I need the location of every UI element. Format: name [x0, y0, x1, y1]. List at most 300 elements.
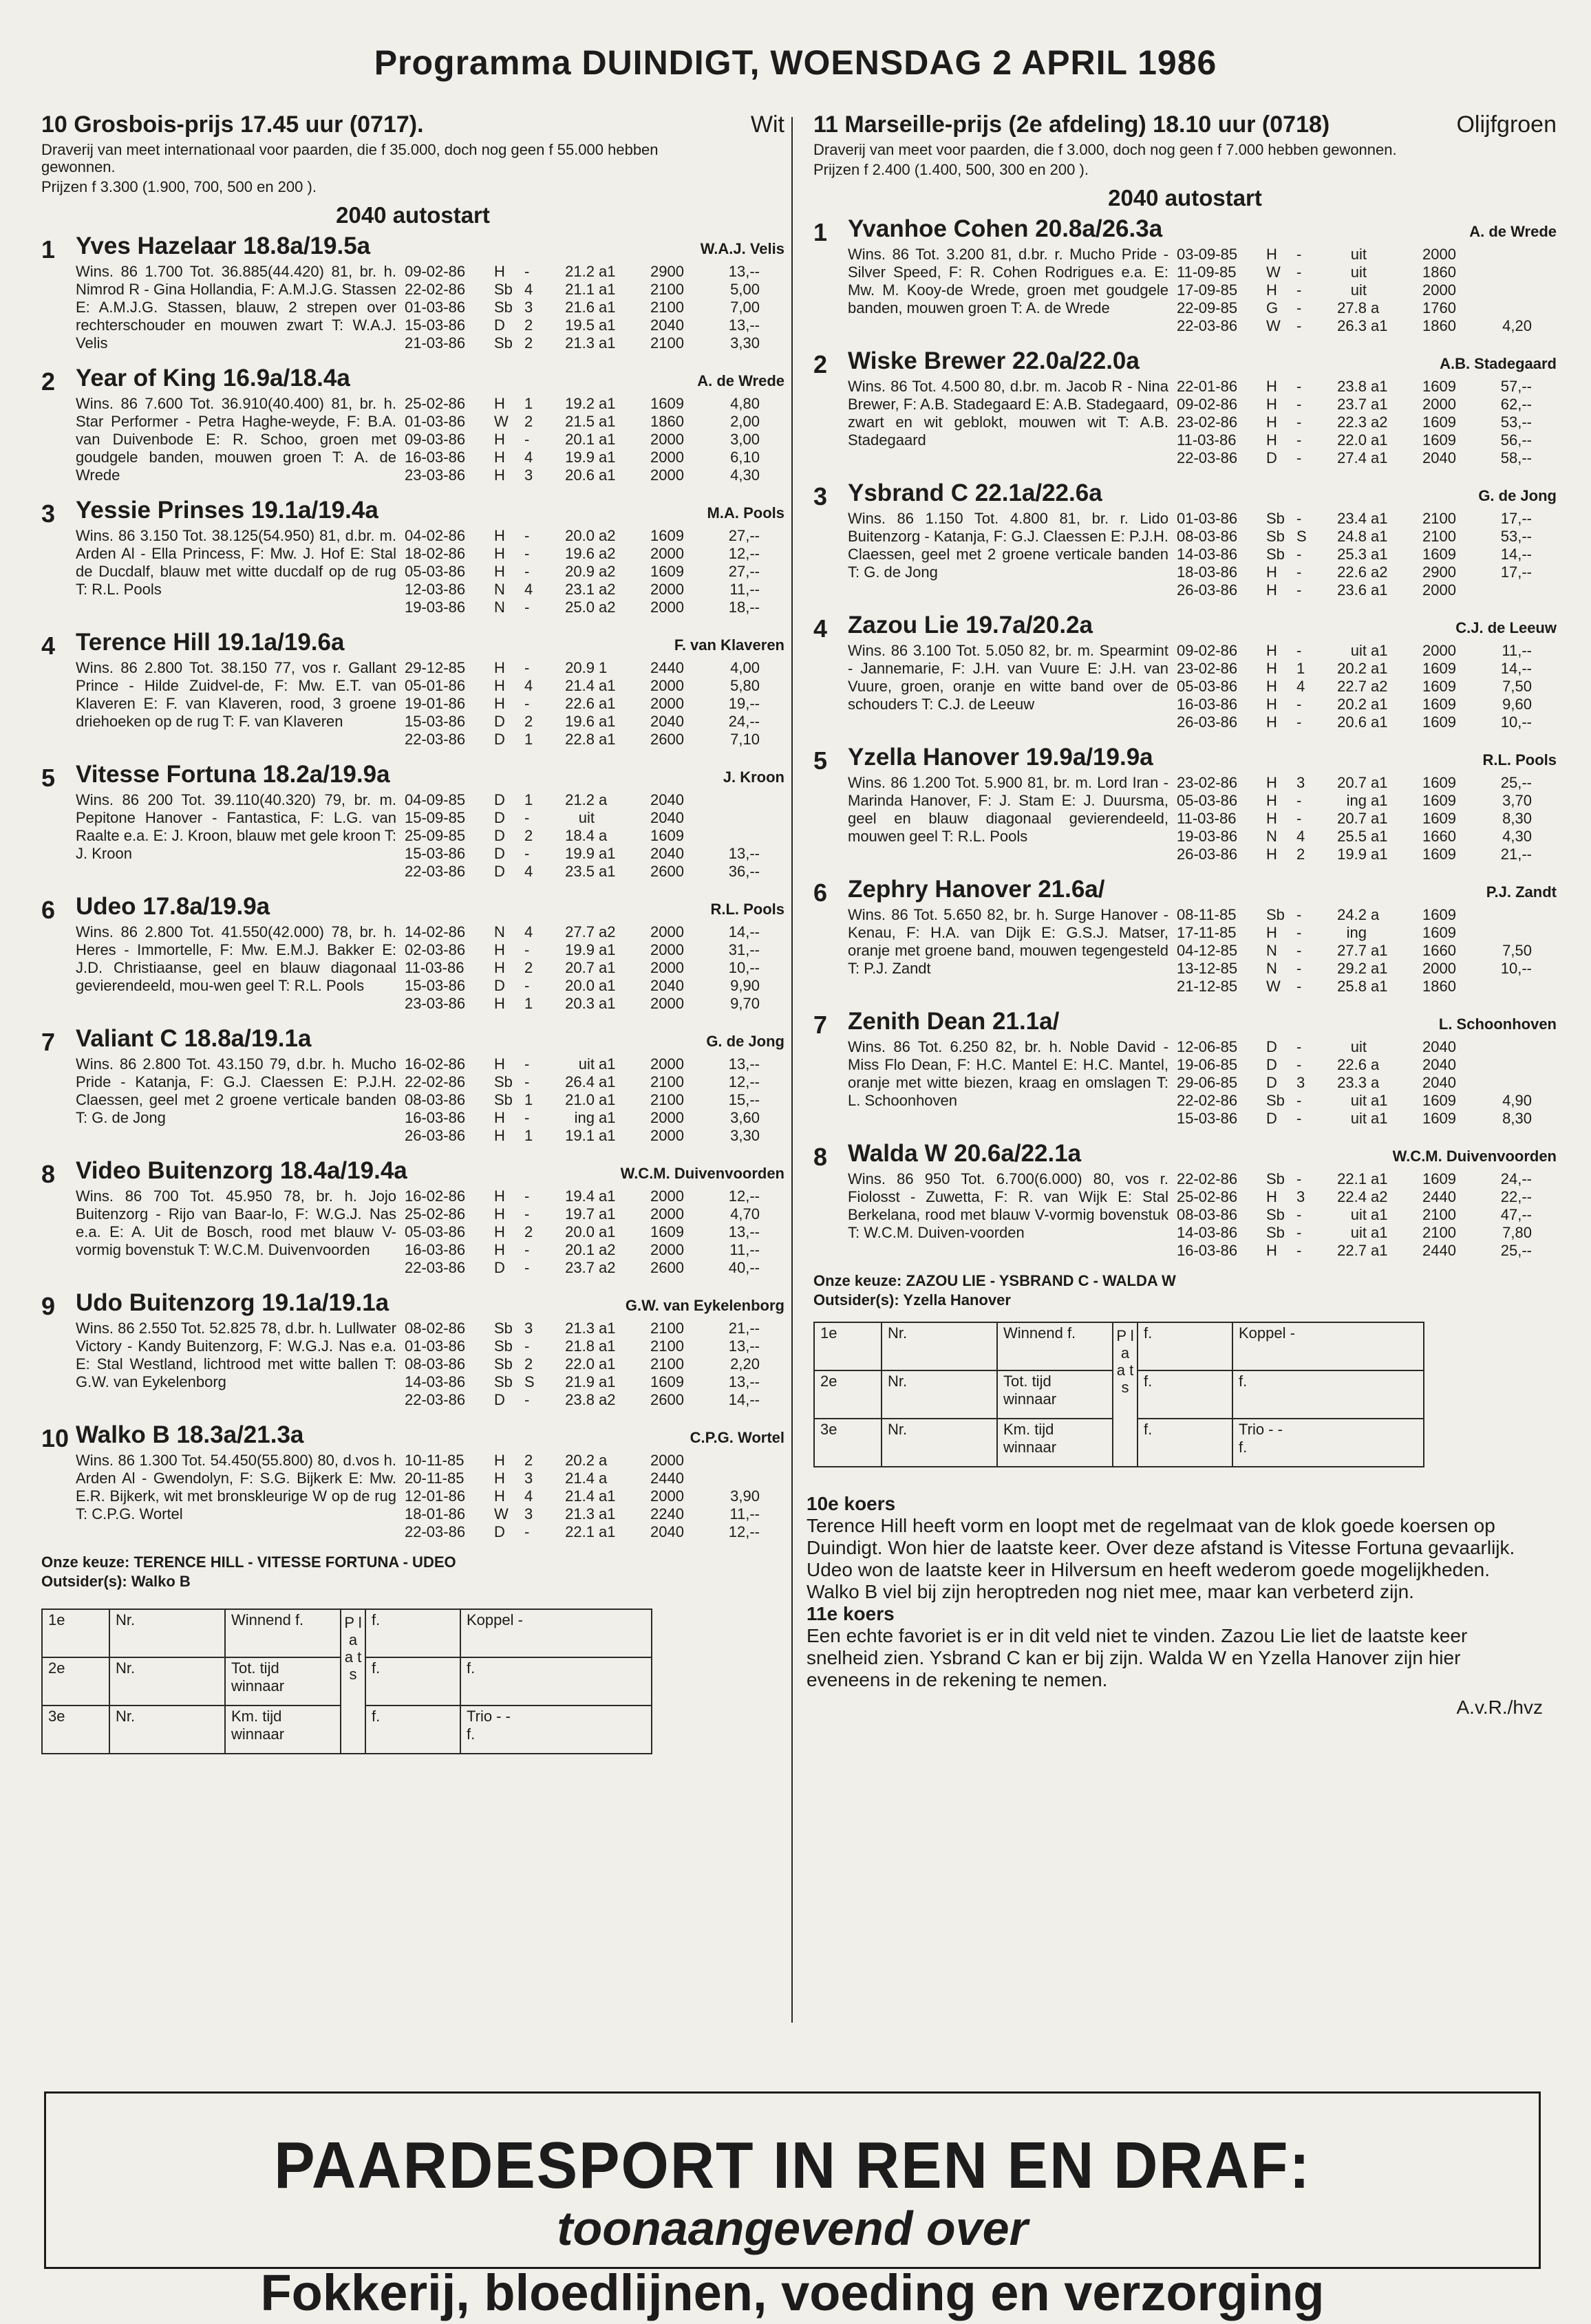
result-date: 23-02-86 — [1177, 660, 1238, 677]
result-row — [1177, 1206, 1557, 1224]
result-distance: 1609 — [1422, 660, 1456, 677]
result-start: a1 — [599, 1505, 616, 1523]
result-place: 1 — [524, 1091, 533, 1108]
race-prizes: Prijzen f 2.400 (1.400, 500, 300 en 200 ). — [813, 161, 1089, 178]
result-date: 23-03-86 — [405, 466, 466, 484]
result-row — [1177, 660, 1557, 678]
result-distance: 1609 — [1422, 924, 1456, 941]
result-distance: 2000 — [1422, 396, 1456, 413]
result-time: 20.9 — [565, 563, 595, 580]
result-track: H — [1266, 246, 1277, 263]
result-distance: 1609 — [650, 1373, 684, 1390]
result-row — [405, 413, 784, 431]
result-date: 22-03-86 — [405, 1523, 466, 1540]
result-start: a1 — [1371, 1092, 1388, 1109]
result-start: a1 — [1371, 510, 1388, 527]
result-date: 15-03-86 — [405, 713, 466, 730]
result-date: 16-02-86 — [405, 1187, 466, 1205]
result-odds — [1456, 906, 1532, 924]
result-row — [1177, 978, 1557, 996]
result-date: 22-02-86 — [1177, 1170, 1238, 1187]
result-distance: 1860 — [1422, 263, 1456, 281]
race-start-type: 2040 autostart — [336, 202, 490, 228]
result-place: 2 — [524, 1452, 533, 1469]
entry-body — [848, 744, 1557, 863]
entry-body — [76, 1421, 784, 1541]
page-title: Programma DUINDIGT, WOENSDAG 2 APRIL 1986 — [374, 43, 1217, 82]
result-time: 25.8 — [1337, 978, 1367, 995]
horse-entry — [813, 876, 1557, 996]
result-track: H — [494, 695, 505, 712]
result-track: Sb — [1266, 546, 1285, 563]
result-place: 3 — [524, 1320, 533, 1337]
result-odds — [684, 791, 760, 809]
result-start: a1 — [1371, 1206, 1388, 1223]
result-odds — [1456, 281, 1532, 299]
result-track: N — [1266, 828, 1277, 845]
result-start: a1 — [599, 959, 616, 976]
result-odds: 4,90 — [1502, 1092, 1532, 1109]
result-distance: 2000 — [650, 1187, 684, 1205]
result-row — [405, 995, 784, 1013]
result-odds: 2,20 — [730, 1355, 760, 1373]
result-track: Sb — [494, 1373, 513, 1390]
horse-entry — [41, 1421, 784, 1541]
result-row — [1177, 246, 1557, 263]
result-distance: 2100 — [1422, 1224, 1456, 1241]
result-track: Sb — [1266, 1092, 1285, 1109]
result-track: N — [1266, 960, 1277, 977]
result-date: 13-12-85 — [1177, 960, 1238, 977]
result-distance: 2000 — [650, 1055, 684, 1073]
bet-form — [813, 1322, 1424, 1467]
result-place: - — [524, 659, 530, 676]
entry-number: 3 — [813, 482, 828, 510]
result-odds: 57,-- — [1500, 378, 1532, 395]
result-place: - — [1296, 246, 1302, 263]
result-time: 22.3 — [1337, 413, 1367, 431]
driver-name: A. de Wrede — [1469, 223, 1557, 240]
result-row — [405, 1073, 784, 1091]
entry-details — [76, 659, 784, 749]
horse-name: Terence Hill 19.1a/19.6a — [76, 629, 345, 656]
result-place: - — [524, 1259, 530, 1276]
horse-entry — [813, 744, 1557, 863]
result-place: 4 — [524, 677, 533, 694]
result-place: - — [1296, 1038, 1302, 1055]
result-distance: 2600 — [650, 863, 684, 880]
result-date: 15-03-86 — [1177, 1110, 1238, 1127]
result-date: 11-03-86 — [1177, 431, 1237, 449]
result-row — [1177, 1110, 1557, 1128]
bet-place: 2e — [42, 1657, 109, 1706]
result-time: 26.3 — [1337, 317, 1367, 334]
horse-name: Yvanhoe Cohen 20.8a/26.3a — [848, 215, 1163, 242]
result-date: 22-02-86 — [405, 1073, 466, 1090]
result-distance: 2100 — [650, 334, 684, 352]
signature: A.v.R./hvz — [1456, 1697, 1543, 1718]
result-date: 12-06-85 — [1177, 1038, 1238, 1055]
result-place: - — [524, 941, 530, 958]
result-place: 3 — [524, 466, 533, 484]
entry-number: 6 — [813, 879, 828, 907]
result-place: 2 — [524, 334, 533, 352]
result-distance: 2000 — [650, 677, 684, 694]
result-track: H — [494, 1187, 505, 1205]
result-row — [1177, 510, 1557, 528]
result-place: 3 — [1296, 1074, 1305, 1091]
result-distance: 2040 — [1422, 1038, 1456, 1055]
horse-entry — [813, 1008, 1557, 1128]
result-distance: 2000 — [1422, 581, 1456, 599]
driver-name: C.J. de Leeuw — [1455, 619, 1557, 636]
result-start: a1 — [599, 713, 616, 730]
result-odds: 14,-- — [1500, 660, 1532, 677]
result-odds: 12,-- — [728, 1187, 760, 1205]
result-track: H — [1266, 846, 1277, 863]
result-place: 2 — [524, 413, 533, 430]
result-date: 15-03-86 — [405, 845, 466, 862]
result-odds — [684, 1452, 760, 1470]
entry-body — [76, 893, 784, 1013]
result-distance: 2040 — [650, 791, 684, 808]
result-time: uit — [1350, 281, 1367, 299]
result-odds: 12,-- — [728, 1523, 760, 1540]
trio-label: Trio - - — [467, 1708, 511, 1725]
result-start: a1 — [1371, 1242, 1388, 1259]
result-start: a1 — [599, 413, 616, 430]
race-10-column — [41, 111, 784, 1754]
result-row — [1177, 924, 1557, 942]
result-track: G — [1266, 299, 1279, 316]
race-header — [813, 111, 1557, 138]
entry-body — [76, 1025, 784, 1145]
result-track: Sb — [494, 1091, 513, 1108]
horse-name: Vitesse Fortuna 18.2a/19.9a — [76, 761, 390, 788]
result-date: 23-03-86 — [405, 995, 466, 1012]
result-time: 29.2 — [1337, 960, 1367, 977]
entry-header — [76, 1289, 784, 1320]
result-date: 25-02-86 — [405, 1205, 466, 1223]
result-place: - — [524, 1073, 530, 1090]
race-conditions: Draverij van meet internationaal voor paarden, die f 35.000, doch nog geen f 55.000 hebben gewonnen. — [41, 141, 659, 175]
horse-entry — [41, 497, 784, 616]
result-distance: 2000 — [1422, 642, 1456, 659]
horse-name: Udo Buitenzorg 19.1a/19.1a — [76, 1289, 389, 1316]
result-place: - — [524, 1187, 530, 1205]
entry-body — [848, 876, 1557, 996]
result-time: 21.8 — [565, 1337, 595, 1355]
result-track: H — [494, 941, 505, 958]
entry-header — [76, 497, 784, 527]
result-date: 19-03-86 — [1177, 828, 1238, 845]
result-track: Sb — [1266, 1170, 1285, 1187]
driver-name: F. van Klaveren — [674, 636, 784, 654]
result-start: a2 — [599, 1241, 616, 1258]
horse-description: Wins. 86 200 Tot. 39.110(40.320) 79, br. m. Pepitone Hanover - Fantastica, F: L.G. van Raalte e.a. E: J. Kroon, blauw met gele kroon T: J. Kroon — [76, 791, 396, 862]
result-date: 17-11-85 — [1177, 924, 1237, 941]
result-track: H — [494, 659, 505, 676]
entry-number: 1 — [813, 218, 828, 246]
entry-number: 8 — [41, 1160, 56, 1188]
result-row — [405, 1391, 784, 1409]
result-time: 27.4 — [1337, 449, 1367, 466]
plaats-label: P l a a t s — [341, 1609, 365, 1754]
result-time: 25.3 — [1337, 546, 1367, 563]
result-date: 19-03-86 — [405, 599, 466, 616]
result-odds: 40,-- — [728, 1259, 760, 1276]
result-distance: 1609 — [1422, 713, 1456, 731]
result-time: ing — [1346, 792, 1367, 809]
result-row — [405, 1205, 784, 1223]
trio-label: Trio - - — [1239, 1421, 1283, 1438]
entry-header — [848, 612, 1557, 642]
race-11-column — [813, 111, 1557, 1467]
result-odds: 53,-- — [1500, 528, 1532, 545]
bet-place: 2e — [814, 1370, 882, 1419]
result-track: Sb — [494, 281, 513, 298]
result-date: 08-03-86 — [1177, 1206, 1238, 1223]
bet-form — [41, 1608, 652, 1754]
result-row — [405, 1355, 784, 1373]
result-odds — [684, 827, 760, 845]
result-row — [1177, 1242, 1557, 1260]
race-title: 10 Grosbois-prijs 17.45 uur (0717). — [41, 111, 424, 138]
result-time: uit — [578, 809, 595, 826]
horse-name: Ysbrand C 22.1a/22.6a — [848, 480, 1102, 506]
horse-entry — [813, 612, 1557, 731]
bet-field: Km. tijd winnaar — [225, 1706, 341, 1754]
driver-name: R.L. Pools — [710, 901, 784, 918]
result-time: uit — [1350, 642, 1367, 659]
bet-amount: f. — [365, 1657, 460, 1706]
result-time: 21.4 — [565, 1487, 595, 1505]
result-track: N — [494, 599, 505, 616]
driver-name: W.C.M. Duivenvoorden — [1392, 1148, 1557, 1165]
horse-description: Wins. 86 2.800 Tot. 43.150 79, d.br. h. Mucho Pride - Katanja, F: G.J. Claessen E: P.J.H. Claessen, geel met 2 groene verticale banden T: G. de Jong — [76, 1055, 396, 1126]
horse-description: Wins. 86 Tot. 6.250 82, br. h. Noble David - Miss Flo Dean, F: H.C. Mantel E: H.C. Mantel, oranje met witte biezen, kraag en omslagen T: L. Schoonhoven — [848, 1038, 1168, 1109]
result-distance: 2000 — [1422, 960, 1456, 977]
result-start: a1 — [1371, 774, 1388, 791]
commentary-text-10: Terence Hill heeft vorm en loopt met de regelmaat van de klok goede koersen op Duindigt. Won hier de laatste keer. Over deze afstand is Vitesse Fortuna gevaarlijk. Udeo won de laatste keer in Hilversum en heeft wederom goede mogelijkheden. Walko B viel bij zijn heroptreden nog niet mee, maar kan verbeterd zijn. — [807, 1515, 1515, 1602]
result-date: 02-03-86 — [405, 941, 466, 958]
result-odds: 58,-- — [1500, 449, 1532, 466]
result-start: a1 — [599, 677, 616, 694]
result-start: a1 — [599, 1127, 616, 1144]
result-time: ing — [1346, 924, 1367, 941]
result-start: a1 — [1371, 396, 1388, 413]
outsiders: Outsider(s): Walko B — [41, 1573, 191, 1590]
result-time: 21.2 — [565, 263, 595, 280]
result-distance: 2040 — [650, 977, 684, 994]
result-row — [405, 316, 784, 334]
result-row — [405, 1055, 784, 1073]
result-row — [1177, 299, 1557, 317]
driver-name: G. de Jong — [706, 1033, 784, 1050]
result-track: Sb — [494, 1337, 513, 1355]
entry-number: 7 — [813, 1011, 828, 1039]
result-date: 16-03-86 — [1177, 1242, 1238, 1259]
result-distance: 2000 — [650, 695, 684, 712]
result-row — [405, 1373, 784, 1391]
result-place: - — [524, 695, 530, 712]
result-date: 22-09-85 — [1177, 299, 1238, 316]
result-place: - — [1296, 942, 1302, 959]
result-row — [1177, 528, 1557, 546]
result-date: 04-09-85 — [405, 791, 466, 808]
result-place: 1 — [524, 791, 533, 808]
result-date: 14-03-86 — [405, 1373, 466, 1390]
result-time: 21.4 — [565, 1470, 595, 1487]
result-time: 25.5 — [1337, 828, 1367, 845]
result-odds — [1456, 1056, 1532, 1074]
result-time: uit — [578, 1055, 595, 1073]
result-date: 22-03-86 — [1177, 449, 1238, 466]
result-place: 4 — [1296, 828, 1305, 845]
result-place: - — [524, 563, 530, 580]
result-odds: 7,10 — [730, 731, 760, 748]
result-place: S — [1296, 528, 1307, 545]
result-row — [405, 1187, 784, 1205]
race-title: 11 Marseille-prijs (2e afdeling) 18.10 uur (0718) — [813, 111, 1330, 138]
result-distance: 2100 — [650, 1337, 684, 1355]
result-time: 18.4 — [565, 827, 595, 844]
result-time: 21.6 — [565, 299, 595, 316]
result-track: Sb — [494, 1073, 513, 1090]
result-time: 26.4 — [565, 1073, 595, 1090]
result-track: H — [1266, 1188, 1277, 1205]
entry-number: 1 — [41, 235, 56, 263]
commentary-text-11: Een echte favoriet is er in dit veld niet te vinden. Zazou Lie liet de laatste keer snelheid zien. Ysbrand C kan er bij zijn. Walda W en Yzella Hanover zijn hier eveneens in de rekening te nemen. — [807, 1625, 1468, 1690]
result-odds: 53,-- — [1500, 413, 1532, 431]
result-start: a1 — [599, 1337, 616, 1355]
result-odds: 7,50 — [1502, 678, 1532, 695]
result-place: 2 — [524, 316, 533, 334]
trio-cell — [460, 1706, 652, 1754]
result-start: a1 — [599, 695, 616, 712]
result-date: 22-03-86 — [1177, 317, 1238, 334]
result-place: - — [1296, 413, 1302, 431]
past-results — [1177, 510, 1557, 599]
entry-header — [848, 480, 1557, 510]
result-start: a1 — [599, 845, 616, 862]
result-date: 26-03-86 — [1177, 846, 1238, 863]
result-row — [405, 334, 784, 352]
result-place: - — [524, 1391, 530, 1408]
driver-name: M.A. Pools — [707, 504, 784, 521]
entry-details — [848, 906, 1557, 996]
result-odds: 3,70 — [1502, 792, 1532, 809]
result-distance: 2000 — [650, 1127, 684, 1144]
result-odds — [1456, 263, 1532, 281]
result-time: 21.4 — [565, 677, 595, 694]
result-track: H — [494, 1055, 505, 1073]
result-date: 08-03-86 — [1177, 528, 1238, 545]
result-time: 20.0 — [565, 977, 595, 994]
result-time: 23.3 — [1337, 1074, 1367, 1091]
result-track: W — [494, 1505, 509, 1523]
result-date: 16-03-86 — [405, 1241, 466, 1258]
result-place: 2 — [524, 1223, 533, 1240]
entry-details — [848, 642, 1557, 731]
result-odds: 31,-- — [728, 941, 760, 958]
result-row — [405, 545, 784, 563]
entry-header — [76, 365, 784, 395]
horse-description: Wins. 86 700 Tot. 45.950 78, br. h. Jojo Buitenzorg - Rijo van Baar-lo, F: W.G.J. Nas e.a. E: A. Uit de Bosch, rood met blauw V-vormig bovenstuk T: W.C.M. Duivenvoorden — [76, 1187, 396, 1258]
result-row — [405, 713, 784, 731]
result-date: 16-03-86 — [405, 449, 466, 466]
result-place: - — [1296, 1056, 1302, 1073]
result-time: 19.2 — [565, 395, 595, 412]
result-date: 08-03-86 — [405, 1355, 466, 1373]
result-place: - — [524, 599, 530, 616]
result-place: - — [1296, 299, 1302, 316]
result-row — [1177, 906, 1557, 924]
result-track: W — [494, 413, 509, 430]
race-color: Olijfgroen — [1456, 111, 1557, 138]
result-place: - — [524, 1241, 530, 1258]
result-track: W — [1266, 317, 1281, 334]
advertisement — [44, 2091, 1541, 2321]
entry-details — [76, 395, 784, 484]
result-row — [405, 863, 784, 881]
result-date: 16-02-86 — [405, 1055, 466, 1073]
result-start — [1367, 281, 1401, 299]
result-date: 05-03-86 — [1177, 792, 1238, 809]
result-date: 01-03-86 — [405, 413, 466, 430]
result-place: - — [524, 809, 530, 826]
result-place: - — [1296, 396, 1302, 413]
result-row — [405, 1523, 784, 1541]
result-row — [405, 1452, 784, 1470]
result-start: a1 — [1371, 660, 1388, 677]
entry-body — [76, 629, 784, 749]
result-track: H — [494, 545, 505, 562]
past-results — [405, 1187, 784, 1277]
result-distance: 2900 — [650, 263, 684, 280]
past-results — [405, 791, 784, 881]
result-date: 22-03-86 — [405, 1391, 466, 1408]
result-time: 23.4 — [1337, 510, 1367, 527]
result-distance: 2100 — [650, 1091, 684, 1108]
past-results — [1177, 774, 1557, 863]
result-place: - — [1296, 1110, 1302, 1127]
result-track: Sb — [494, 334, 513, 352]
result-distance: 2440 — [650, 1470, 684, 1487]
result-time: uit — [1350, 1110, 1367, 1127]
result-track: D — [494, 977, 505, 994]
driver-name: J. Kroon — [723, 768, 784, 786]
result-odds: 24,-- — [1500, 1170, 1532, 1187]
result-place: 2 — [1296, 846, 1305, 863]
result-track: H — [1266, 678, 1277, 695]
result-odds: 27,-- — [728, 527, 760, 544]
result-track: D — [494, 713, 505, 730]
entry-header — [848, 347, 1557, 378]
plaats-label: P l a a t s — [1113, 1322, 1138, 1467]
horse-name: Zazou Lie 19.7a/20.2a — [848, 612, 1093, 638]
result-date: 01-03-86 — [405, 1337, 466, 1355]
entry-details — [848, 246, 1557, 335]
entry-body — [848, 480, 1557, 599]
result-place: 1 — [1296, 660, 1305, 677]
result-time: 20.2 — [1337, 696, 1367, 713]
result-date: 22-03-86 — [405, 731, 466, 748]
entry-details — [848, 1170, 1557, 1260]
outsiders: Outsider(s): Yzella Hanover — [813, 1291, 1011, 1309]
result-distance: 2100 — [650, 299, 684, 316]
result-track: D — [494, 809, 505, 826]
